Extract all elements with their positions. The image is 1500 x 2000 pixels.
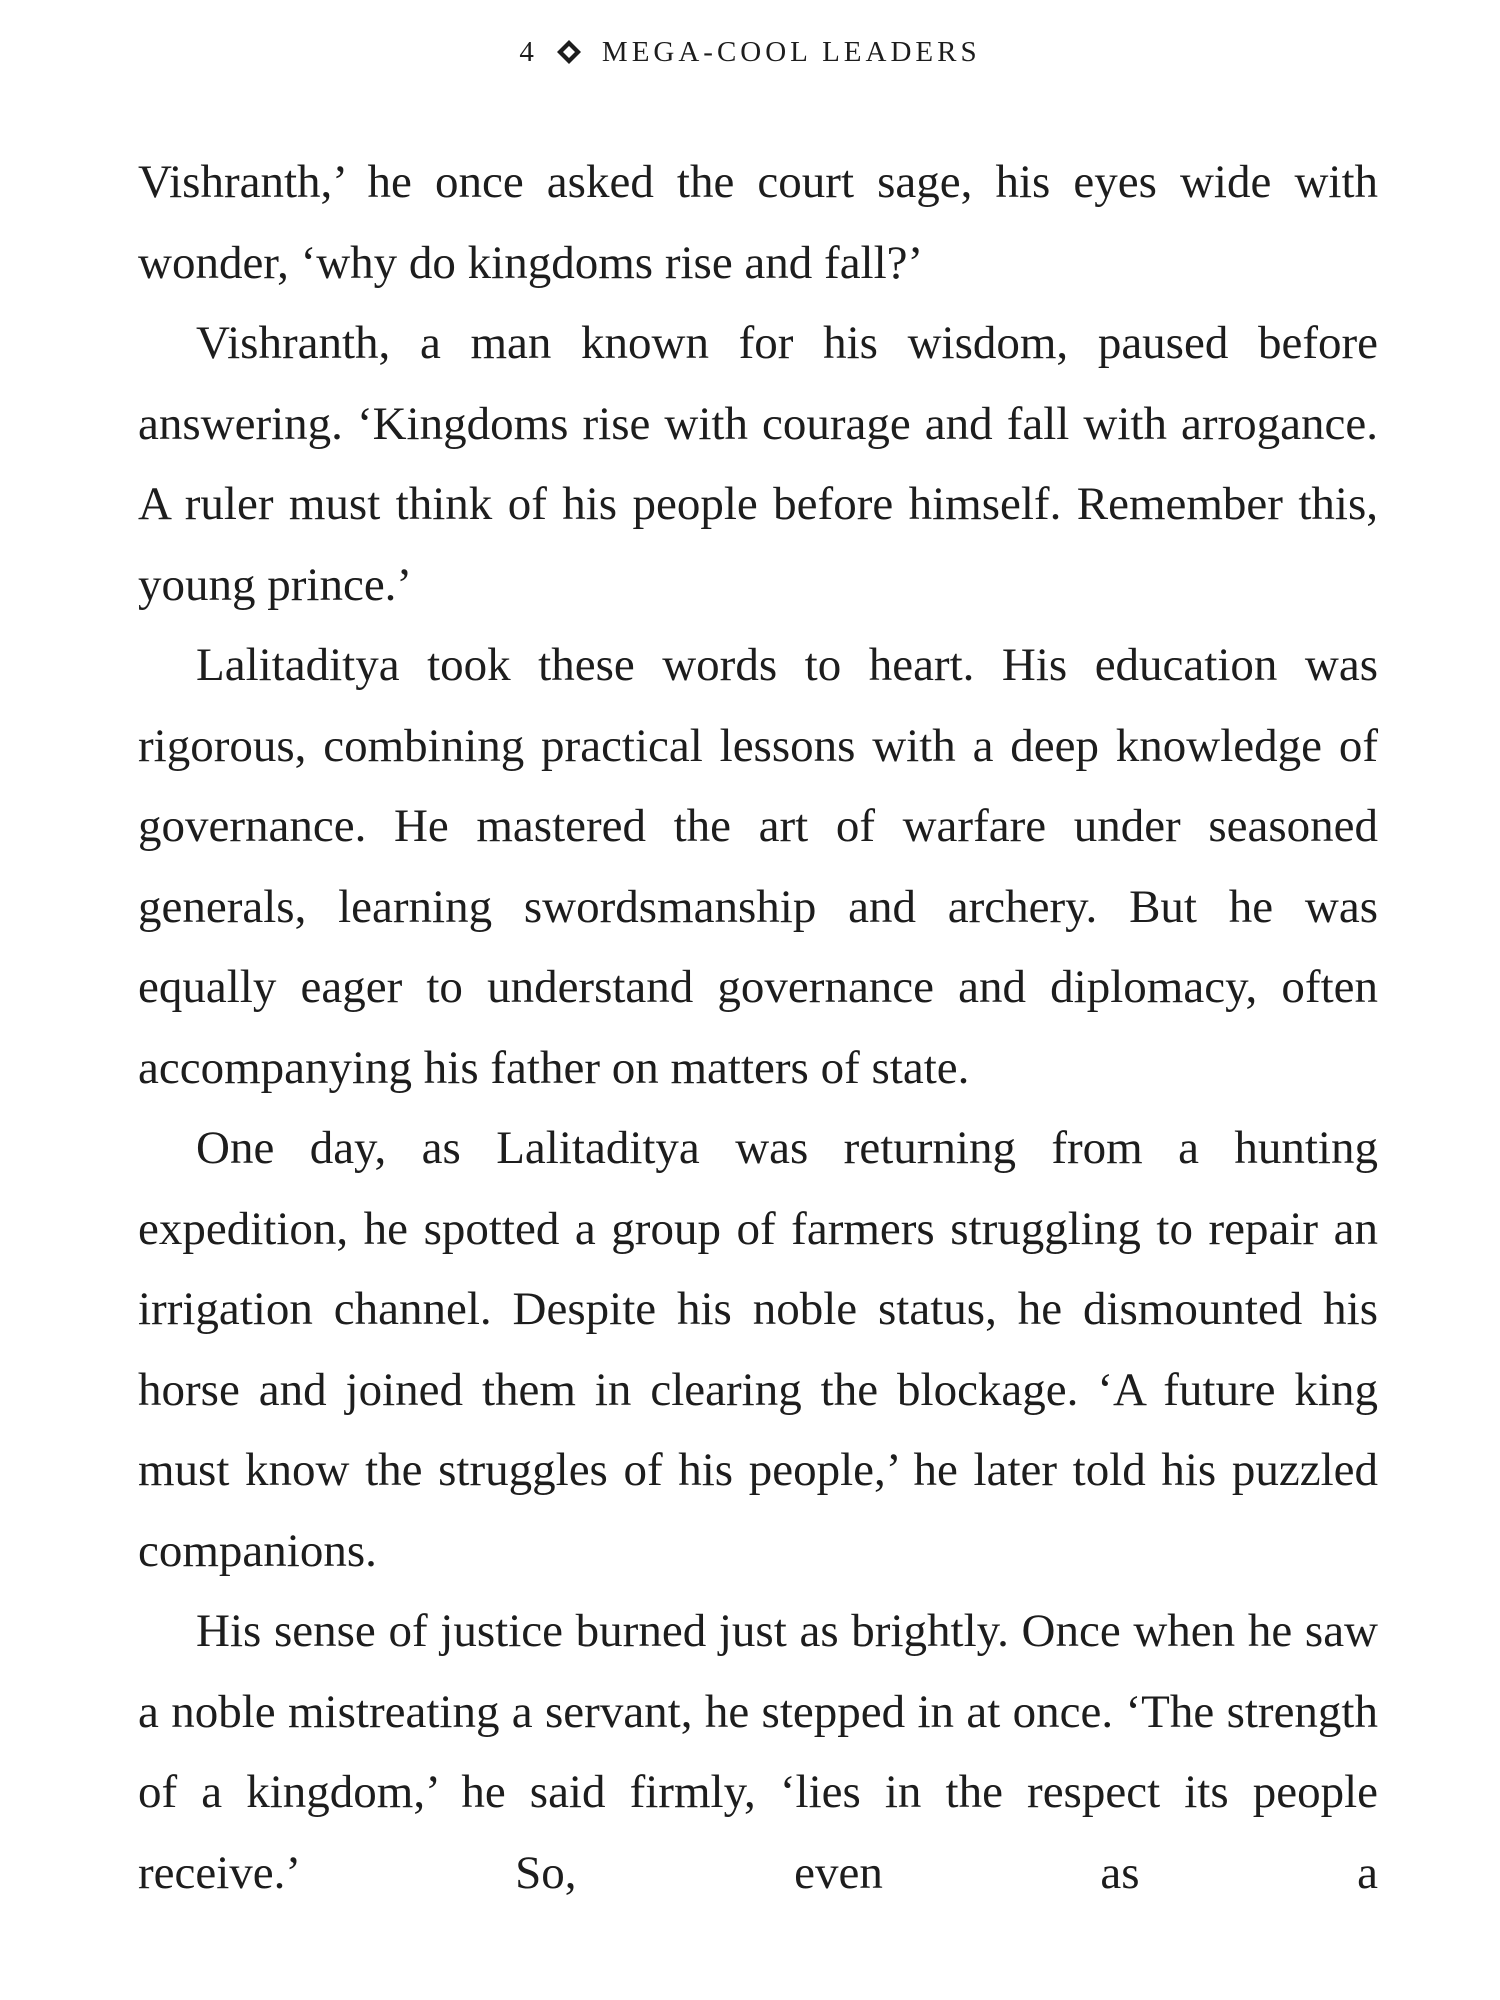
page-number: 4 bbox=[519, 36, 538, 68]
paragraph: His sense of justice burned just as brightly. Once when he saw a noble mistreating a servant, he stepped in at once. ‘The strength of a kingdom,’ he said firmly, ‘lies in the respect its people receive.’ So, even as a bbox=[138, 1605, 1378, 1899]
running-header bbox=[0, 34, 1500, 70]
paragraph: Lalitaditya took these words to heart. His education was rigorous, combining practical lessons with a deep knowledge of governance. He mastered the art of warfare under seasoned generals, learning swordsmanship and archery. But he was equally eager to understand governance and diplomacy, often accompanying his father on matters of state. bbox=[138, 639, 1378, 1094]
paragraph: One day, as Lalitaditya was returning from a hunting expedition, he spotted a group of farmers struggling to repair an irrigation channel. Despite his noble status, he dismounted his horse and joined them in clearing the blockage. ‘A future king must know the struggles of his people,’ he later told his puzzled companions. bbox=[138, 1122, 1378, 1577]
paragraph: Vishranth, a man known for his wisdom, paused before answering. ‘Kingdoms rise with courage and fall with arrogance. A ruler must think of his people before himself. Remember this, young prince.’ bbox=[138, 317, 1378, 611]
paragraph: Vishranth,’ he once asked the court sage, his eyes wide with wonder, ‘why do kingdoms rise and fall?’ bbox=[138, 156, 1378, 289]
running-title: MEGA-COOL LEADERS bbox=[601, 36, 981, 68]
diamond-ornament-icon bbox=[556, 39, 582, 65]
body-text bbox=[138, 142, 1378, 1913]
